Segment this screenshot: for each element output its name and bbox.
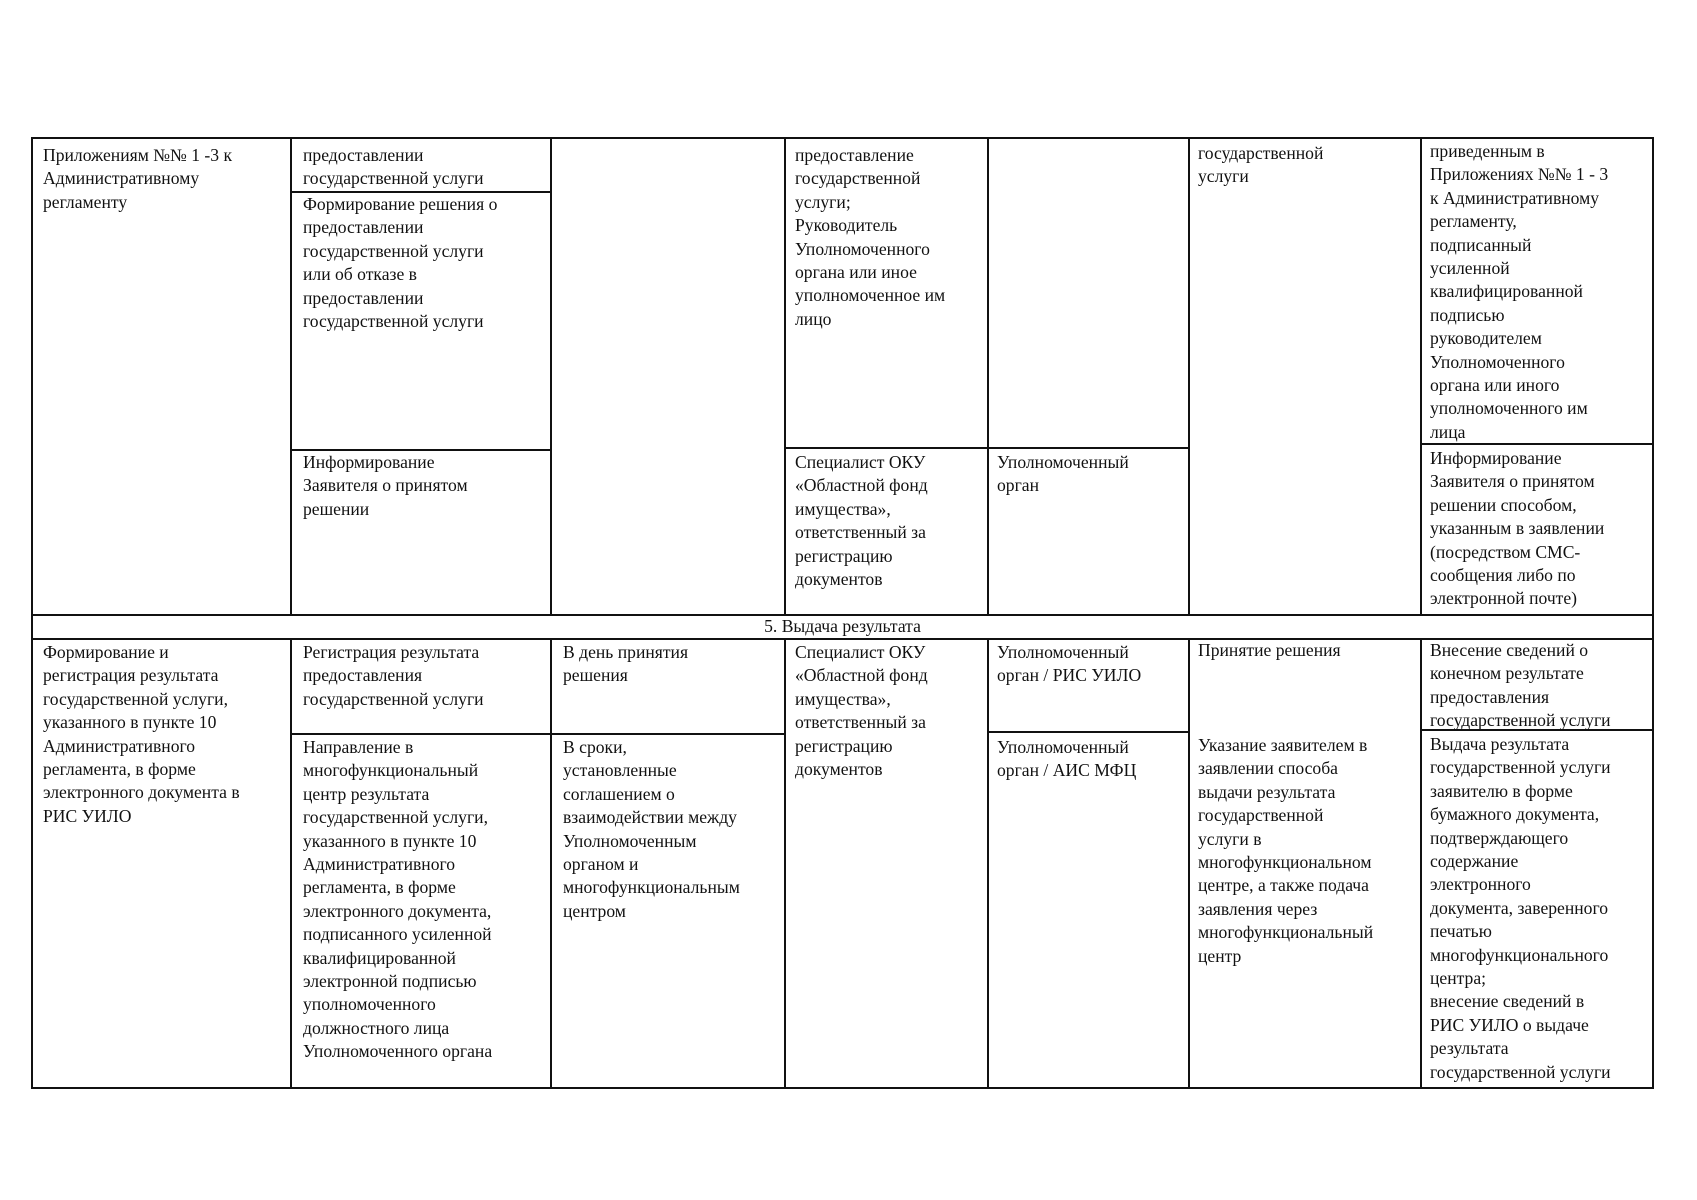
table-line xyxy=(1420,638,1422,1088)
table-cell: Выдача результата государственной услуги заявителю в форме бумажного документа, подтверждающего содержание электронного документа, заверенного печатью многофункционального центра; внесение сведений в РИС УИЛО о выдаче результата государственной услуги xyxy=(1430,734,1611,1082)
table-line xyxy=(784,638,786,1088)
table-line xyxy=(988,731,1189,733)
table-line xyxy=(31,137,33,1088)
section-title: 5. Выдача результата xyxy=(764,616,921,636)
table-cell: Формирование решения о предоставлении государственной услуги или об отказе в предоставлении государственной услуги xyxy=(303,194,498,332)
table-line xyxy=(290,137,292,615)
table-cell: Регистрация результата предоставления государственной услуги xyxy=(303,642,484,709)
table-cell: Уполномоченный орган / РИС УИЛО xyxy=(997,642,1142,686)
table-cell: В сроки, установленные соглашением о взаимодействии между Уполномоченным органом и многофункциональным центром xyxy=(563,737,740,921)
table-cell: Указание заявителем в заявлении способа выдачи результата государственной услуги в многофункциональном центре, а также подача заявления через многофункциональный центр xyxy=(1198,735,1374,966)
table-line xyxy=(1188,137,1190,615)
table-cell: государственной услуги xyxy=(1198,143,1324,187)
table-cell: предоставление государственной услуги; Руководитель Уполномоченного органа или иное уполномоченное им лицо xyxy=(795,145,946,329)
table-cell: Внесение сведений о конечном результате предоставления государственной услуги xyxy=(1430,640,1611,731)
table-line xyxy=(31,137,1654,139)
table-cell: приведенным в Приложениях №№ 1 - 3 к Административному регламенту, подписанный усиленной квалифицированной подписью руководителем Уполномоченного органа или иного уполномоченного им лица xyxy=(1430,141,1609,442)
table-line xyxy=(1188,638,1190,1088)
table-cell: предоставлении государственной услуги xyxy=(303,145,484,189)
table-cell: Уполномоченный орган xyxy=(997,452,1129,496)
table-line xyxy=(784,137,786,615)
table-line xyxy=(31,1087,1654,1089)
table-line xyxy=(987,638,989,1088)
table-line xyxy=(1652,137,1654,1088)
table-cell: Специалист ОКУ «Областной фонд имущества», ответственный за регистрацию документов xyxy=(795,452,928,590)
table-line xyxy=(550,638,552,1088)
table-cell: Направление в многофункциональный центр результата государственной услуги, указанного в пункте 10 Административного регламента, в форме электронного документа, подписанного усиленной квалифицированной электронной подписью уполномоченного должностного лица Уполномоченного органа xyxy=(303,737,493,1062)
table-cell: Принятие решения xyxy=(1198,640,1341,660)
table-cell: В день принятия решения xyxy=(563,642,689,686)
table-cell: Информирование Заявителя о принятом решении способом, указанным в заявлении (посредством СМС- сообщения либо по электронной почте) xyxy=(1430,448,1605,609)
table-line xyxy=(550,137,552,615)
table-line xyxy=(1420,137,1422,615)
table-cell: Приложениям №№ 1 -3 к Административному регламенту xyxy=(43,145,233,212)
table-cell: Формирование и регистрация результата государственной услуги, указанного в пункте 10 Административного регламента, в форме электронного документа в РИС УИЛО xyxy=(43,642,240,826)
table-cell: Информирование Заявителя о принятом решении xyxy=(303,452,468,519)
table-cell: Уполномоченный орган / АИС МФЦ xyxy=(997,737,1137,781)
table-line xyxy=(290,638,292,1088)
table-line xyxy=(290,733,784,735)
table-cell: Специалист ОКУ «Областной фонд имущества», ответственный за регистрацию документов xyxy=(795,642,928,780)
table-line xyxy=(987,137,989,615)
